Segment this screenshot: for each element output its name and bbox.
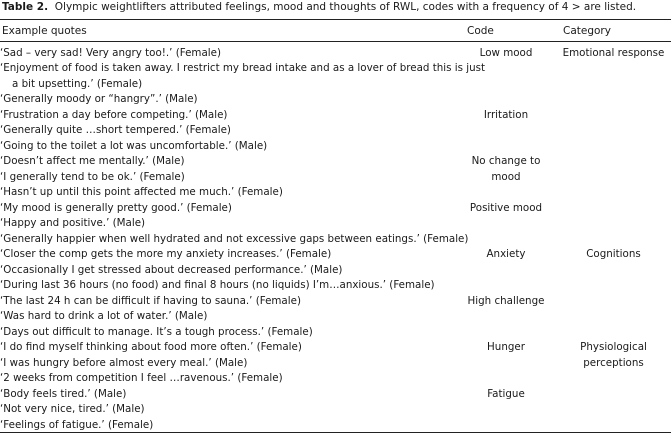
- quote-cell: ‘Occasionally I get stressed about decreased performance.’ (Male): [0, 263, 343, 276]
- top-rule: [0, 19, 671, 20]
- code-cell: High challenge: [467, 294, 545, 307]
- quote-cell: ‘2 weeks from competition I feel …ravenous.’ (Female): [0, 372, 283, 385]
- quote-cell: ‘Feelings of fatigue.’ (Female): [0, 418, 154, 431]
- quote-cell: ‘Frustration a day before competing.’ (Male): [0, 108, 228, 121]
- table-caption-text: Olympic weightlifters attributed feelings, mood and thoughts of RWL, codes with a frequency of 4 > are listed.: [54, 1, 637, 13]
- quote-cell: ‘Enjoyment of food is taken away. I restrict my bread intake and as a lover of bread this is just: [0, 62, 486, 75]
- quote-cell: ‘Happy and positive.’ (Male): [0, 217, 146, 230]
- code-cell: Hunger: [487, 341, 525, 354]
- quote-cell: ‘Closer the comp gets the more my anxiety increases.’ (Female): [0, 248, 332, 261]
- quote-cell: ‘Going to the toilet a lot was uncomfortable.’ (Male): [0, 139, 268, 152]
- category-cell: Emotional response: [562, 47, 665, 59]
- quote-cell: ‘Generally moody or “hangry”.’ (Male): [0, 93, 198, 106]
- table-caption-label: Table 2.: [2, 1, 49, 13]
- quote-cell: ‘Generally quite …short tempered.’ (Female): [0, 124, 231, 137]
- quote-cell: ‘During last 36 hours (no food) and final 8 hours (no liquids) I’m…anxious.’ (Female): [0, 279, 435, 292]
- quote-cell: ‘Days out difficult to manage. It’s a tough process.’ (Female): [0, 325, 313, 338]
- quote-cell: ‘Was hard to drink a lot of water.’ (Male): [0, 310, 208, 323]
- code-cell: mood: [491, 170, 521, 183]
- code-cell: Positive mood: [469, 201, 543, 214]
- quote-cell: ‘The last 24 h can be difficult if having to sauna.’ (Female): [0, 294, 301, 307]
- quote-cell: ‘Hasn’t up until this point affected me much.’ (Female): [0, 186, 283, 199]
- code-cell: Irritation: [483, 108, 529, 121]
- category-cell: Physiological: [580, 341, 647, 354]
- code-cell: Fatigue: [487, 387, 525, 400]
- code-cell: No change to: [471, 155, 541, 168]
- table-caption: [2, 0, 670, 14]
- header-code: Code: [467, 25, 494, 37]
- code-cell: Low mood: [479, 47, 533, 59]
- header-rule: [0, 41, 671, 42]
- quote-cell: ‘Doesn’t affect me mentally.’ (Male): [0, 155, 185, 168]
- category-cell: Cognitions: [586, 248, 641, 261]
- quote-cell: ‘I do find myself thinking about food more often.’ (Female): [0, 341, 302, 354]
- header-category: Category: [563, 25, 611, 37]
- quote-cell: ‘My mood is generally pretty good.’ (Female): [0, 201, 232, 214]
- quote-cell: ‘I generally tend to be ok.’ (Female): [0, 170, 185, 183]
- category-cell: perceptions: [583, 356, 644, 369]
- quote-cell: ‘Sad – very sad! Very angry too!.’ (Female): [0, 47, 221, 59]
- quote-cell: ‘Generally happier when well hydrated and not excessive gaps between eatings.’ (Female): [0, 232, 469, 245]
- quote-cell: a bit upsetting.’ (Female): [12, 77, 143, 90]
- quote-cell: ‘Not very nice, tired.’ (Male): [0, 403, 145, 416]
- code-cell: Anxiety: [486, 248, 526, 261]
- header-example-quotes: Example quotes: [2, 25, 87, 37]
- quote-cell: ‘I was hungry before almost every meal.’ (Male): [0, 356, 248, 369]
- bottom-rule: [0, 432, 671, 433]
- quote-cell: ‘Body feels tired.’ (Male): [0, 387, 127, 400]
